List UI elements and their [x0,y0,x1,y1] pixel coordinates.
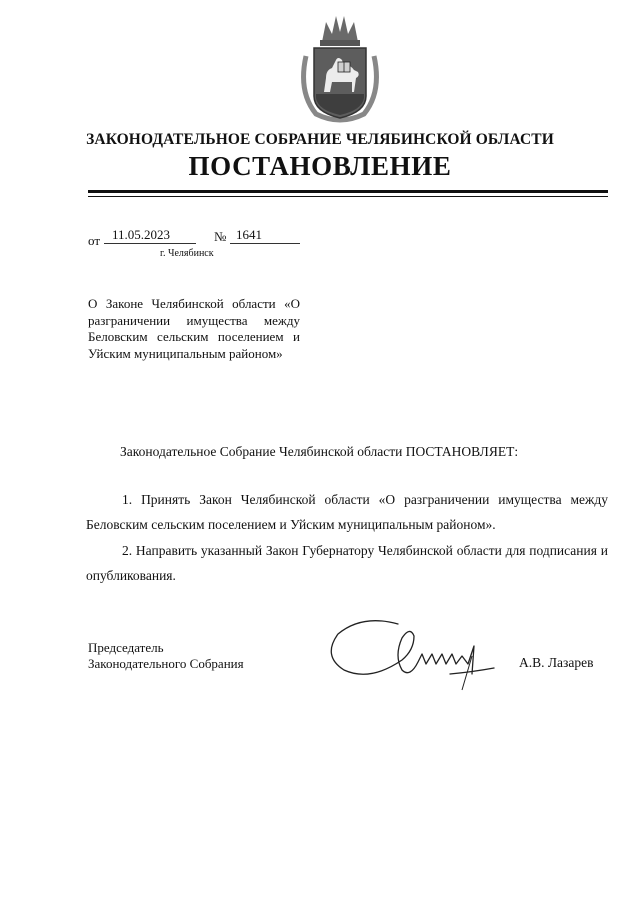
signatory-name: А.В. Лазарев [519,655,594,670]
document-subject: О Законе Челябинской области «О разграничении имущества между Беловским сельским поселением и Уйским муниципальным районом» [88,296,300,361]
preamble: Законодательное Собрание Челябинской области ПОСТАНОВЛЯЕТ: [120,444,519,459]
handwritten-signature [322,612,512,692]
signatory-position-line-2: Законодательного Собрания [88,656,244,671]
number-underline [230,243,300,244]
header-divider-thick [88,190,608,193]
date-underline [104,243,196,244]
chelyabinsk-coat-of-arms-icon [296,12,384,124]
number-sign: № [214,229,227,244]
organization-title: ЗАКОНОДАТЕЛЬНОЕ СОБРАНИЕ ЧЕЛЯБИНСКОЙ ОБЛАСТИ [86,131,554,148]
document-city: г. Челябинск [160,248,214,259]
signatory-position-line-1: Председатель [88,640,164,655]
paragraph-2: 2. Направить указанный Закон Губернатору Челябинской области для подписания и опубликования. [86,543,608,583]
document-type-title: ПОСТАНОВЛЕНИЕ [188,151,452,181]
date-prefix: от [88,233,101,248]
document-date: 11.05.2023 [112,227,171,242]
document-number: 1641 [236,227,262,242]
paragraph-1: 1. Принять Закон Челябинской области «О разграничении имущества между Беловским сельским поселением и Уйским муниципальным районом». [86,492,608,532]
signatory-position [88,640,244,672]
header-divider-thin [88,196,608,197]
